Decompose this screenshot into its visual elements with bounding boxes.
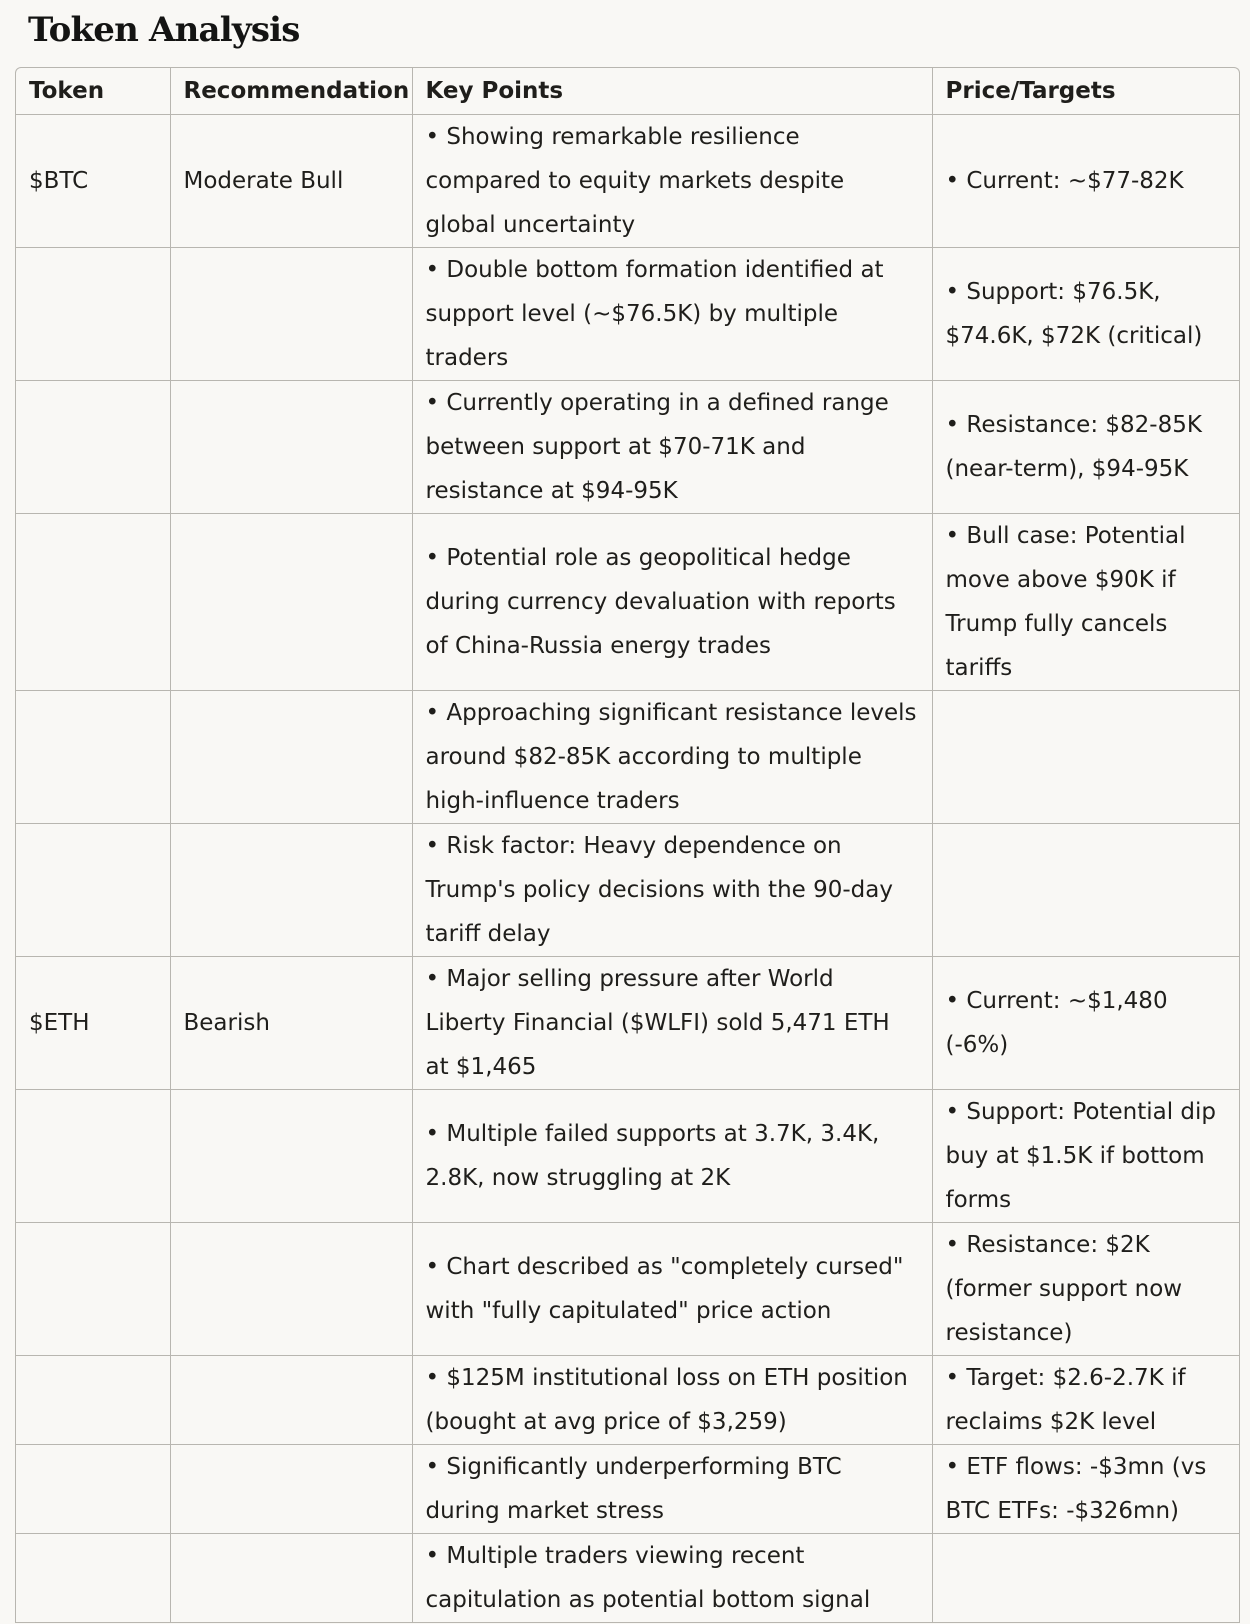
cell-price-target (932, 691, 1239, 824)
cell-price-target: • Bull case: Potential move above $90K if Trump fully cancels tariffs (932, 514, 1239, 691)
cell-price-target: • Target: $2.6-2.7K if reclaims $2K level (932, 1356, 1239, 1445)
cell-recommendation: Moderate Bull (170, 115, 412, 248)
token-analysis-table (16, 68, 1239, 1623)
cell-recommendation (170, 248, 412, 381)
header-recommendation: Recommendation (170, 68, 412, 115)
table-row (16, 514, 1239, 691)
header-key-points: Key Points (412, 68, 932, 115)
header-price-targets: Price/Targets (932, 68, 1239, 115)
cell-recommendation (170, 514, 412, 691)
table-row (16, 1356, 1239, 1445)
cell-price-target: • Current: ~$77-82K (932, 115, 1239, 248)
cell-token (16, 248, 170, 381)
cell-token (16, 1090, 170, 1223)
token-analysis-table-container (15, 67, 1240, 1623)
table-row (16, 248, 1239, 381)
cell-key-point: • Risk factor: Heavy dependence on Trump's policy decisions with the 90-day tariff delay (412, 824, 932, 957)
cell-recommendation (170, 824, 412, 957)
table-row (16, 381, 1239, 514)
cell-token: $ETH (16, 957, 170, 1090)
cell-token (16, 1534, 170, 1623)
cell-price-target: • Support: Potential dip buy at $1.5K if bottom forms (932, 1090, 1239, 1223)
table-header-row (16, 68, 1239, 115)
cell-key-point: • Currently operating in a defined range between support at $70-71K and resistance at $94-95K (412, 381, 932, 514)
cell-key-point: • Multiple failed supports at 3.7K, 3.4K, 2.8K, now struggling at 2K (412, 1090, 932, 1223)
cell-price-target: • Resistance: $2K (former support now resistance) (932, 1223, 1239, 1356)
cell-key-point: • Potential role as geopolitical hedge during currency devaluation with reports of China-Russia energy trades (412, 514, 932, 691)
cell-price-target (932, 1534, 1239, 1623)
cell-recommendation (170, 1445, 412, 1534)
cell-key-point: • Multiple traders viewing recent capitulation as potential bottom signal (412, 1534, 932, 1623)
cell-recommendation (170, 1090, 412, 1223)
table-row (16, 957, 1239, 1090)
cell-token (16, 1223, 170, 1356)
cell-key-point: • Double bottom formation identified at support level (~$76.5K) by multiple traders (412, 248, 932, 381)
cell-key-point: • Chart described as "completely cursed" with "fully capitulated" price action (412, 1223, 932, 1356)
cell-token (16, 1445, 170, 1534)
cell-token: $BTC (16, 115, 170, 248)
table-row (16, 1223, 1239, 1356)
cell-key-point: • Major selling pressure after World Liberty Financial ($WLFI) sold 5,471 ETH at $1,465 (412, 957, 932, 1090)
cell-price-target (932, 824, 1239, 957)
table-row (16, 1090, 1239, 1223)
cell-recommendation (170, 1356, 412, 1445)
cell-token (16, 381, 170, 514)
cell-recommendation (170, 381, 412, 514)
cell-recommendation (170, 691, 412, 824)
cell-price-target: • ETF flows: -$3mn (vs BTC ETFs: -$326mn) (932, 1445, 1239, 1534)
cell-price-target: • Support: $76.5K, $74.6K, $72K (critical) (932, 248, 1239, 381)
cell-token (16, 691, 170, 824)
cell-key-point: • $125M institutional loss on ETH position (bought at avg price of $3,259) (412, 1356, 932, 1445)
table-row (16, 1534, 1239, 1623)
cell-recommendation (170, 1534, 412, 1623)
cell-token (16, 514, 170, 691)
cell-price-target: • Resistance: $82-85K (near-term), $94-95K (932, 381, 1239, 514)
table-row (16, 1445, 1239, 1534)
table-row (16, 691, 1239, 824)
table-row (16, 824, 1239, 957)
cell-recommendation: Bearish (170, 957, 412, 1090)
cell-recommendation (170, 1223, 412, 1356)
cell-token (16, 1356, 170, 1445)
cell-key-point: • Showing remarkable resilience compared to equity markets despite global uncertainty (412, 115, 932, 248)
table-row (16, 115, 1239, 248)
cell-key-point: • Significantly underperforming BTC during market stress (412, 1445, 932, 1534)
page-title: Token Analysis (28, 10, 300, 50)
cell-key-point: • Approaching significant resistance levels around $82-85K according to multiple high-influence traders (412, 691, 932, 824)
cell-price-target: • Current: ~$1,480 (-6%) (932, 957, 1239, 1090)
header-token: Token (16, 68, 170, 115)
cell-token (16, 824, 170, 957)
